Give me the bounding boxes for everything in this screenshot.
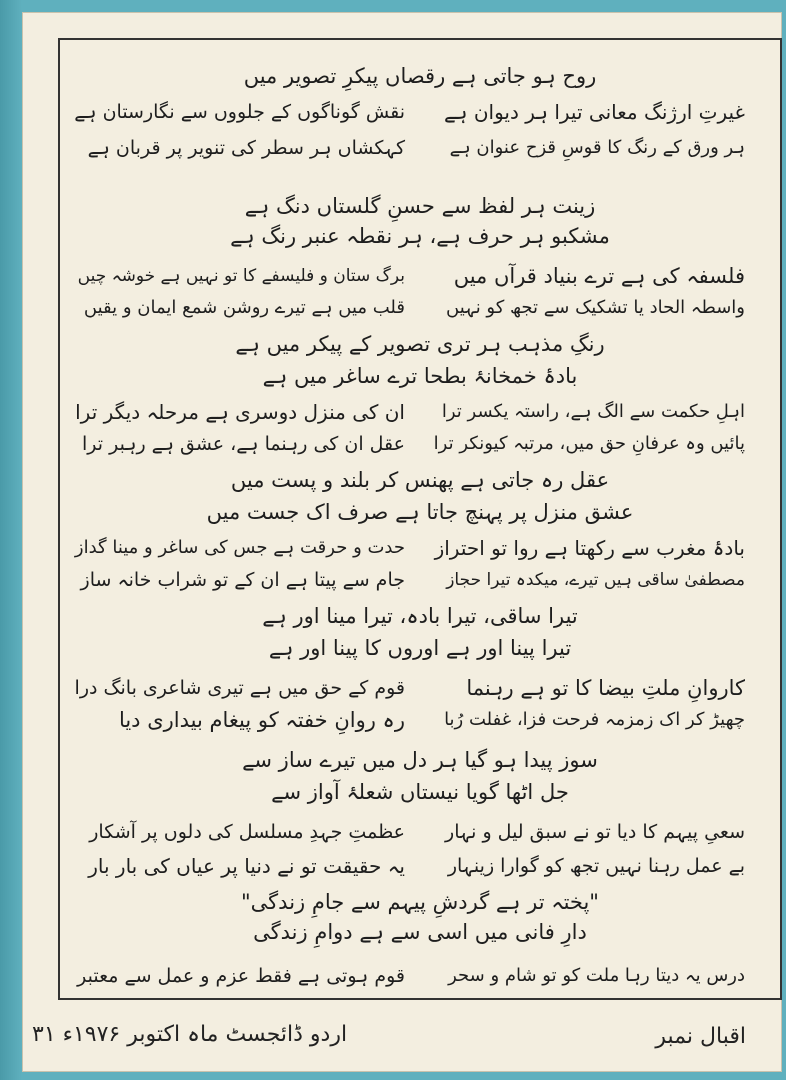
poem-line-couplet	[70, 672, 770, 706]
hemistich-first: بادۂ مغرب سے رکھتا ہے روا تو احتراز	[434, 536, 745, 560]
hemistich-second: کہکشاں ہر سطر کی تنویر پر قربان ہے	[87, 137, 405, 159]
poem-line-refrain: رنگِ مذہب ہر تری تصویر کے پیکر میں ہے	[235, 332, 605, 356]
hemistich-first: واسطہ الحاد یا تشکیک سے تجھ کو نہیں	[446, 297, 745, 318]
poem-line-couplet	[70, 850, 770, 884]
hemistich-second: عظمتِ جہدِ مسلسل کی دلوں پر آشکار	[89, 821, 405, 843]
poem-line-refrain: بادۂ خمخانۂ بطحا ترے ساغر میں ہے	[262, 364, 578, 388]
page-edge-shadow	[0, 0, 22, 1080]
poem-line-couplet	[70, 816, 770, 850]
hemistich-first: بے عمل رہنا نہیں تجھ کو گوارا زینہار	[447, 855, 745, 877]
hemistich-first: پائیں وہ عرفانِ حق میں، مرتبہ کیونکر ترا	[433, 433, 745, 454]
poem-line-couplet	[70, 260, 770, 294]
footer-issue-title: اقبال نمبر	[655, 1024, 746, 1049]
hemistich-second: حدت و حرقت ہے جس کی ساغر و مینا گداز	[74, 537, 405, 558]
poem-line-couplet	[70, 96, 770, 130]
poem-line-refrain: "پختہ تر ہے گردشِ پیہم سے جامِ زندگی"	[241, 890, 599, 914]
poem-line-refrain: تیرا پینا اور ہے اوروں کا پینا اور ہے	[268, 636, 572, 660]
hemistich-second: رہ روانِ خفتہ کو پیغام بیداری دیا	[118, 708, 405, 732]
poem-line-refrain: عشق منزل پر پہنچ جاتا ہے صرف اک جست میں	[206, 500, 634, 524]
hemistich-first: سعیِ پیہم کا دیا تو نے سبق لیل و نہار	[445, 821, 745, 843]
poem-line-couplet	[70, 292, 770, 326]
text-frame-bottom-rule	[58, 998, 780, 1000]
poem-body	[70, 60, 770, 995]
poem-line-couplet	[70, 396, 770, 430]
poem-line-couplet	[70, 532, 770, 566]
hemistich-second: ان کی منزل دوسری ہے مرحلہ دیگر ترا	[75, 400, 405, 424]
hemistich-second: نقش گوناگوں کے جلووں سے نگارستان ہے	[74, 101, 405, 123]
poem-line-couplet	[70, 704, 770, 738]
hemistich-first: چھیڑ کر اک زمزمہ فرحت فزا، غفلت رُبا	[444, 709, 745, 730]
hemistich-second: جام سے پیتا ہے ان کے تو شراب خانہ ساز	[80, 569, 405, 591]
hemistich-second: قلب میں ہے تیرے روشن شمع ایمان و یقیں	[83, 297, 405, 318]
hemistich-second: یہ حقیقت تو نے دنیا پر عیاں کی بار بار	[88, 854, 405, 878]
poem-line-refrain: عقل رہ جاتی ہے پھنس کر بلند و پست میں	[230, 468, 610, 492]
hemistich-first: فلسفہ کی ہے ترے بنیاد قرآں میں	[453, 264, 745, 288]
hemistich-first: کاروانِ ملتِ بیضا کا تو ہے رہنما	[466, 676, 745, 700]
hemistich-first: ہر ورق کے رنگ کا قوسِ قزح عنوان ہے	[449, 137, 745, 158]
poem-line-couplet	[70, 132, 770, 166]
poem-line-refrain: مشکبو ہر حرف ہے، ہر نقطہ عنبر رنگ ہے	[230, 224, 610, 248]
hemistich-second: قوم کے حق میں ہے تیری شاعری بانگ درا	[74, 677, 405, 699]
hemistich-first: مصطفیٰ ساقی ہیں تیرے، میکدہ تیرا حجاز	[446, 570, 745, 590]
poem-line-couplet	[70, 564, 770, 598]
hemistich-second: قوم ہوتی ہے فقط عزم و عمل سے معتبر	[77, 965, 405, 987]
hemistich-first: درس یہ دیتا رہا ملت کو تو شام و سحر	[448, 965, 745, 986]
poem-line-refrain: جل اٹھا گویا نیستاں شعلۂ آواز سے	[271, 780, 569, 804]
hemistich-first: غیرتِ ارژنگ معانی تیرا ہر دیوان ہے	[444, 100, 745, 124]
footer-publication-line: اردو ڈائجسٹ ماہ اکتوبر ۱۹۷۶ء ۳۱	[32, 1022, 348, 1047]
poem-line-refrain: زینت ہر لفظ سے حسنِ گلستاں دنگ ہے	[244, 194, 596, 218]
poem-line-refrain: دارِ فانی میں اسی سے ہے دوامِ زندگی	[253, 920, 587, 944]
hemistich-first: اہلِ حکمت سے الگ ہے، راستہ یکسر ترا	[441, 401, 745, 422]
poem-line-couplet	[70, 960, 770, 994]
hemistich-second: عقل ان کی رہنما ہے، عشق ہے رہبر ترا	[82, 433, 405, 455]
poem-line-couplet	[70, 428, 770, 462]
poem-line-refrain: تیرا ساقی، تیرا بادہ، تیرا مینا اور ہے	[262, 604, 578, 628]
poem-line-refrain: سوز پیدا ہو گیا ہر دل میں تیرے ساز سے	[242, 748, 598, 772]
poem-line-refrain: روح ہو جاتی ہے رقصاں پیکرِ تصویر میں	[243, 64, 597, 88]
hemistich-second: برگ ستان و فلیسفے کا تو نہیں ہے خوشہ چیں	[77, 266, 405, 286]
